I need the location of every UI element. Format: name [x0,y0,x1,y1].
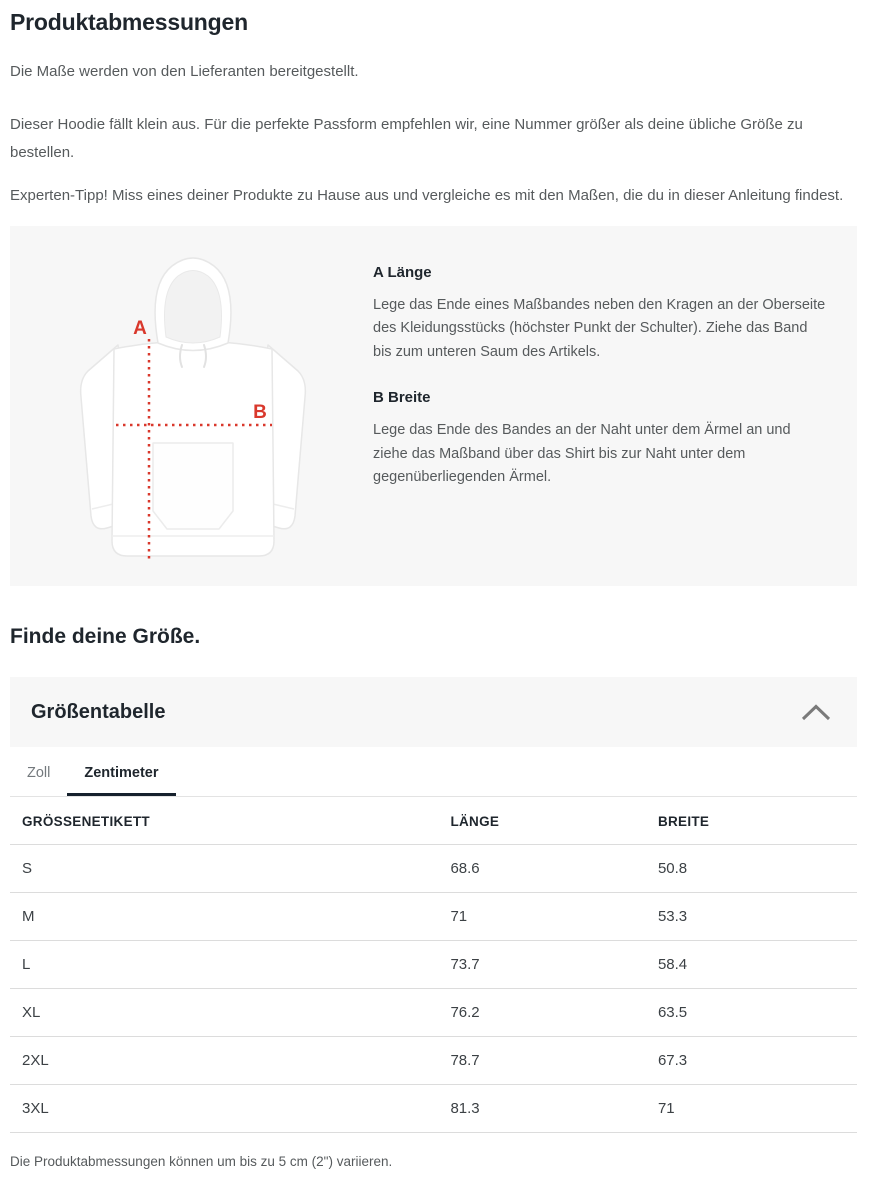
marker-b-label: B [253,402,267,423]
accordion-title: Größentabelle [31,700,166,723]
length-cell: 73.7 [450,941,658,989]
table-row-2xl [10,1037,857,1085]
length-cell: 76.2 [450,989,658,1037]
width-cell: 53.3 [658,893,857,941]
width-cell: 50.8 [658,845,857,893]
tab-zentimeter[interactable]: Zentimeter [67,747,175,796]
table-row-3xl [10,1085,857,1133]
length-section-title: A Länge [373,264,432,281]
measurement-instructions [373,226,857,586]
length-cell: 81.3 [450,1085,658,1133]
length-cell: 78.7 [450,1037,658,1085]
hood-inner [165,271,222,344]
column-header-length: LÄNGE [450,797,658,845]
intro-text: Die Maße werden von den Lieferanten bereitgestellt. [10,63,359,80]
unit-tabs [10,747,857,797]
width-cell: 71 [658,1085,857,1133]
hoodie-pocket [153,443,233,529]
size-cell: L [10,941,450,989]
table-row-l [10,941,857,989]
size-cell: 3XL [10,1085,450,1133]
measurement-guide-panel [10,226,857,586]
page-title: Produktabmessungen [10,9,248,35]
width-cell: 58.4 [658,941,857,989]
width-cell: 63.5 [658,989,857,1037]
marker-a-label: A [133,318,147,339]
size-chart-accordion-toggle[interactable] [10,677,857,747]
size-cell: M [10,893,450,941]
table-row-m [10,893,857,941]
column-header-width: BREITE [658,797,857,845]
measurement-disclaimer: Die Produktabmessungen können um bis zu 5 cm (2") variieren. [10,1154,393,1169]
size-table-header-row [10,797,857,845]
width-cell: 67.3 [658,1037,857,1085]
size-table [10,797,857,1133]
size-cell: 2XL [10,1037,450,1085]
size-cell: S [10,845,450,893]
length-section-text: Lege das Ende eines Maßbandes neben den Kragen an der Oberseite des Kleidungsstücks (höchster Punkt der Schulter). Ziehe das Band bis zum unteren Saum des Artikels. [373,297,826,360]
column-header-size-label: GRÖSSENETIKETT [10,797,450,845]
hoodie-diagram-image [76,253,336,563]
expert-tip-text: Experten-Tipp! Miss eines deiner Produkte zu Hause aus und vergleiche es mit den Maßen, die du in dieser Anleitung findest. [10,186,844,204]
chevron-up-icon [801,704,831,721]
length-cell: 68.6 [450,845,658,893]
tab-zoll[interactable]: Zoll [27,765,51,781]
hoodie-figure [10,226,373,586]
find-size-heading: Finde deine Größe. [10,625,201,648]
table-row-s [10,845,857,893]
fit-note-text: Dieser Hoodie fällt klein aus. Für die perfekte Passform empfehlen wir, eine Nummer größer als deine übliche Größe zu bestellen. [10,115,803,161]
size-cell: XL [10,989,450,1037]
width-section-title: B Breite [373,389,431,407]
width-section-text: Lege das Ende des Bandes an der Naht unter dem Ärmel an und ziehe das Maßband über das Shirt bis zur Naht unter dem gegenüberliegenden Ärmel. [373,422,791,486]
length-cell: 71 [450,893,658,941]
table-row-xl [10,989,857,1037]
